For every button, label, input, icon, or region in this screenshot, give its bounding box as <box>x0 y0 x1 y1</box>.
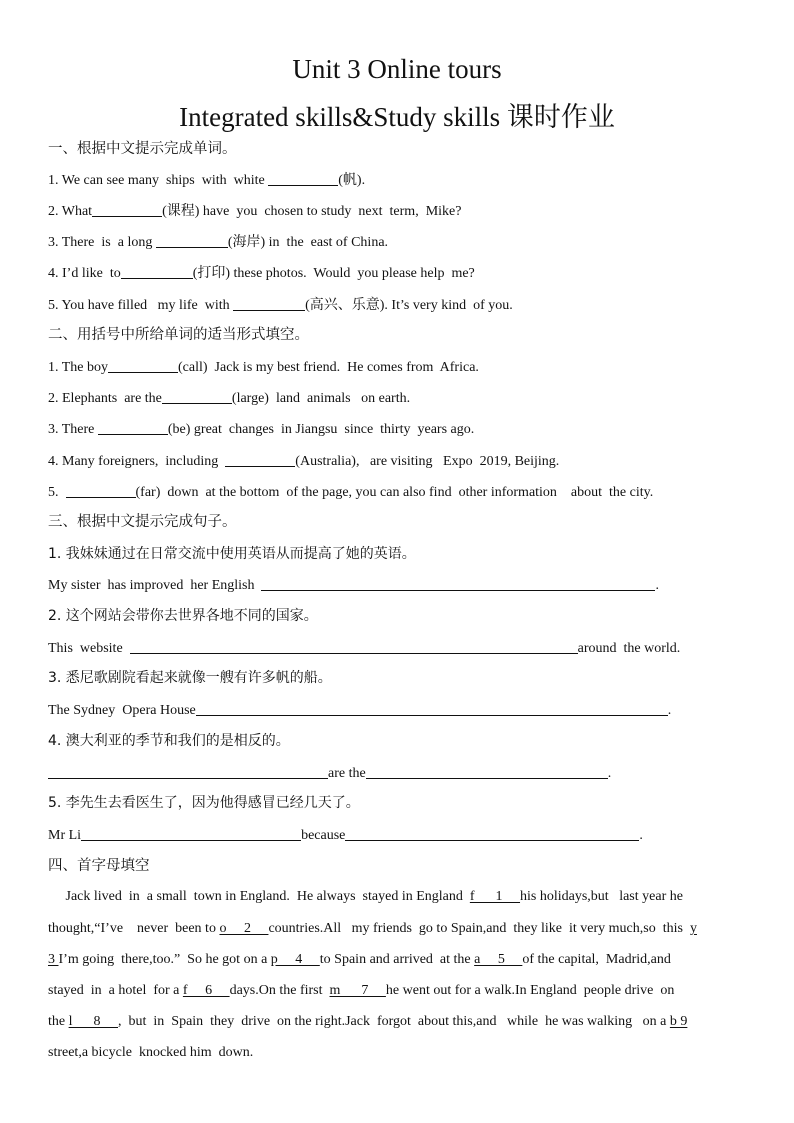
passage-line: Jack lived in a small town in England. He always stayed in England f 1 his holidays,but last year he <box>48 889 683 904</box>
sec3-answer-1: My sister has improved her English . <box>48 578 659 593</box>
answer-blank[interactable] <box>225 452 295 467</box>
answer-blank[interactable] <box>261 576 655 591</box>
answer-blank[interactable] <box>233 296 305 311</box>
sec1-item-3: 3. There is a long (海岸) in the east of China. <box>48 235 389 250</box>
cloze-blank-6[interactable]: f 6 <box>182 983 230 998</box>
sec1-item-2: 2. What (课程) have you chosen to study next term, Mike? <box>48 204 462 219</box>
answer-blank[interactable] <box>121 264 193 279</box>
sec3-prompt-5: 5. 李先生去看医生了，因为他得感冒已经几天了。 <box>48 795 360 811</box>
answer-blank[interactable] <box>196 701 668 716</box>
cloze-blank-1[interactable]: f 1 <box>469 889 521 904</box>
sec3-prompt-4: 4. 澳大利亚的季节和我们的是相反的。 <box>48 733 290 749</box>
cloze-blank-5[interactable]: a 5 <box>474 952 523 967</box>
section2-heading: 二、用括号中所给单词的适当形式填空。 <box>48 327 309 343</box>
sec1-item-5: 5. You have filled my life with (高兴、乐意). It’s very kind of you. <box>48 298 513 313</box>
answer-blank[interactable] <box>81 826 301 841</box>
cloze-blank-3-start[interactable]: y <box>689 921 697 936</box>
sec1-item-1: 1. We can see many ships with white (帆). <box>48 173 366 188</box>
answer-blank[interactable] <box>162 389 232 404</box>
sec3-prompt-1: 1. 我妹妹通过在日常交流中使用英语从而提高了她的英语。 <box>48 546 416 562</box>
answer-blank[interactable] <box>48 764 328 779</box>
sec2-item-5: 5. (far) down at the bottom of the page, you can also find other information about the city. <box>48 485 654 500</box>
sec2-item-1: 1. The boy (call) Jack is my best friend. He comes from Africa. <box>48 360 479 375</box>
answer-blank[interactable] <box>108 358 178 373</box>
cloze-blank-9[interactable]: b 9 <box>669 1014 688 1029</box>
passage-line: the l 8 , but in Spain they drive on the right.Jack forgot about this,and while he was walking on a b 9 <box>48 1014 688 1029</box>
sec2-item-4: 4. Many foreigners, including (Australia), are visiting Expo 2019, Beijing. <box>48 454 560 469</box>
sec3-answer-2: This website around the world. <box>48 641 681 656</box>
section1-heading: 一、根据中文提示完成单词。 <box>48 141 237 157</box>
sec3-prompt-3: 3. 悉尼歌剧院看起来就像一艘有许多帆的船。 <box>48 670 332 686</box>
passage-line: stayed in a hotel for a f 6 days.On the first m 7 he went out for a walk.In England people drive on <box>48 983 675 998</box>
cloze-blank-2[interactable]: o 2 <box>219 921 269 936</box>
answer-blank[interactable] <box>345 826 639 841</box>
cloze-blank-3-end[interactable]: 3 <box>48 952 59 967</box>
section4-heading: 四、首字母填空 <box>48 858 150 874</box>
sec2-item-3: 3. There (be) great changes in Jiangsu since thirty years ago. <box>48 422 475 437</box>
cloze-blank-8[interactable]: l 8 <box>68 1014 118 1029</box>
sec2-item-2: 2. Elephants are the (large) land animals on earth. <box>48 391 411 406</box>
sec1-item-4: 4. I’d like to (打印) these photos. Would you please help me? <box>48 266 475 281</box>
section3-heading: 三、根据中文提示完成句子。 <box>48 514 237 530</box>
passage-line: thought,“I’ve never been to o 2 countries.All my friends go to Spain,and they like it very much,so this y <box>48 921 697 936</box>
sec3-answer-5: Mr Li because . <box>48 828 643 843</box>
answer-blank[interactable] <box>66 483 136 498</box>
answer-blank[interactable] <box>130 639 578 654</box>
answer-blank[interactable] <box>156 233 228 248</box>
sec3-answer-4: are the . <box>48 764 611 783</box>
answer-blank[interactable] <box>366 764 608 779</box>
answer-blank[interactable] <box>268 171 338 186</box>
passage-line: 3 I’m going there,too.” So he got on a p 4 to Spain and arrived at the a 5 of the capital, Madrid,and <box>48 952 671 967</box>
answer-blank[interactable] <box>98 420 168 435</box>
cloze-blank-4[interactable]: p 4 <box>270 952 320 967</box>
cloze-blank-7[interactable]: m 7 <box>329 983 386 998</box>
sec3-answer-3: The Sydney Opera House . <box>48 703 672 718</box>
answer-blank[interactable] <box>92 202 162 217</box>
sec3-prompt-2: 2. 这个网站会带你去世界各地不同的国家。 <box>48 608 318 624</box>
worksheet-title: Unit 3 Online tours <box>292 54 502 84</box>
passage-line: street,a bicycle knocked him down. <box>48 1045 254 1060</box>
worksheet-subtitle: Integrated skills&Study skills 课时作业 <box>179 102 615 132</box>
